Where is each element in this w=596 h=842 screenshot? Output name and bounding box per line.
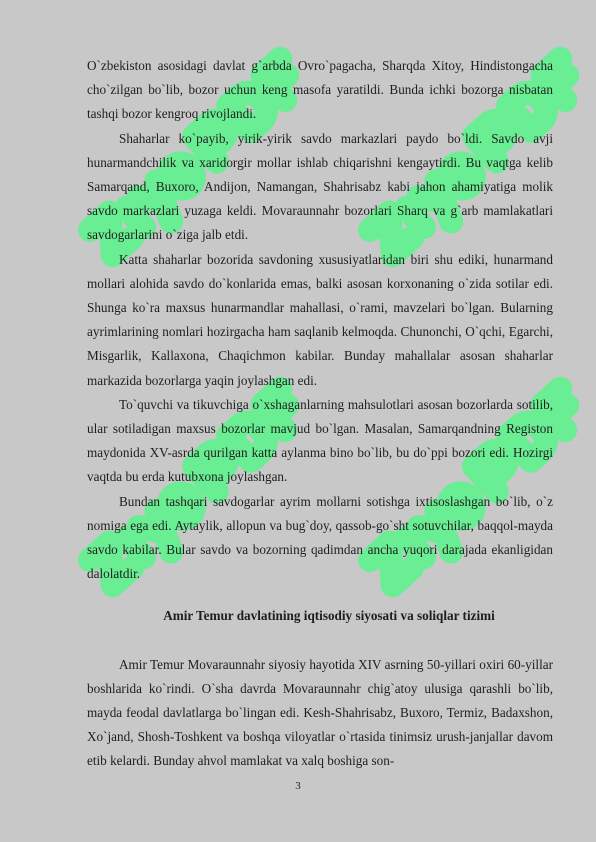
paragraph-5: Bundan tashqari savdogarlar ayrim mollarni sotishga ixtisoslashgan bo`lib, o`z nomiga ega edi. Aytaylik, allopun va bug`doy, qassob-go`sht sotuvchilar, baqqol-mayda savdo kabilar. Bular savdo va bozorning qadimdan ancha yuqori darajada ekanligidan dalolatdir. (87, 493, 553, 582)
paragraph-2: Shaharlar ko`payib, yirik-yirik savdo markazlari paydo bo`ldi. Savdo avji hunarmandchilik va xaridorgir mollar ishlab chiqarishni kengaytirdi. Bu vaqtga kelib Samarqand, Buxoro, Andijon, Namangan, Shahrisabz kabi jahon ahamiyatiga molik savdo markazlari yuzaga keldi. Movaraunnahr bozorlari Sharq va g`arb mamlakatlari savdogarlarini o`ziga jalb etdi. (87, 130, 553, 243)
paragraph-6: Amir Temur Movaraunnahr siyosiy hayotida XIV asrning 50-yillari oxiri 60-yillar boshlarida ko`rindi. O`sha davrda Movaraunnahr chig`atoy ulusiga qarashli bo`lib, mayda feodal davlatlarga bo`lingan edi. Kesh-Shahrisabz, Buxoro, Termiz, Badaxshon, Xo`jand, Shosh-Toshkent va boshqa viloyatlar o`rtasida tinimsiz urush-janjallar davom etib kelardi. Bunday ahvol mamlakat va xalq boshiga son- (87, 656, 553, 769)
page-number: 3 (295, 780, 301, 792)
section-heading: Amir Temur davlatining iqtisodiy siyosati va soliqlar tizimi (163, 608, 495, 624)
paragraph-4: To`quvchi va tikuvchiga o`xshaganlarning mahsulotlari asosan bozorlarda sotilib, ular sotiladigan maxsus bozorlar mavjud bo`lgan. Masalan, Samarqandning Registon maydonida XV-asrda qurilgan katta aylanma bino bo`lib, bu do`ppi bozori edi. Hozirgi vaqtda bu erda kutubxona joylashgan. (87, 396, 553, 485)
document-body (87, 54, 553, 774)
paragraph-1: O`zbekiston asosidagi davlat g`arbda Ovro`pagacha, Sharqda Xitoy, Hindistongacha cho`zilgan bo`lib, bozor uchun keng masofa yaratildi. Bunda ichki bozorga nisbatan tashqi bozor kengroq rivojlandi. (87, 58, 553, 122)
paragraph-3: Katta shaharlar bozorida savdoning xususiyatlaridan biri shu ediki, hunarmand mollari alohida savdo do`konlarida emas, balki asosan korxonaning o`zida sotilar edi. Shunga ko`ra maxsus hunarmandlar mahallasi, o`rami, mavzelari bo`lgan. Bularning ayrimlarining nomlari hozirgacha ham saqlanib kelmoqda. Chunonchi, O`qchi, Egarchi, Misgarlik, Kallaxona, Chaqichmon kabilar. Bunday mahallalar asosan shaharlar markazida bozorlarga yaqin joylashgan edi. (87, 251, 553, 388)
